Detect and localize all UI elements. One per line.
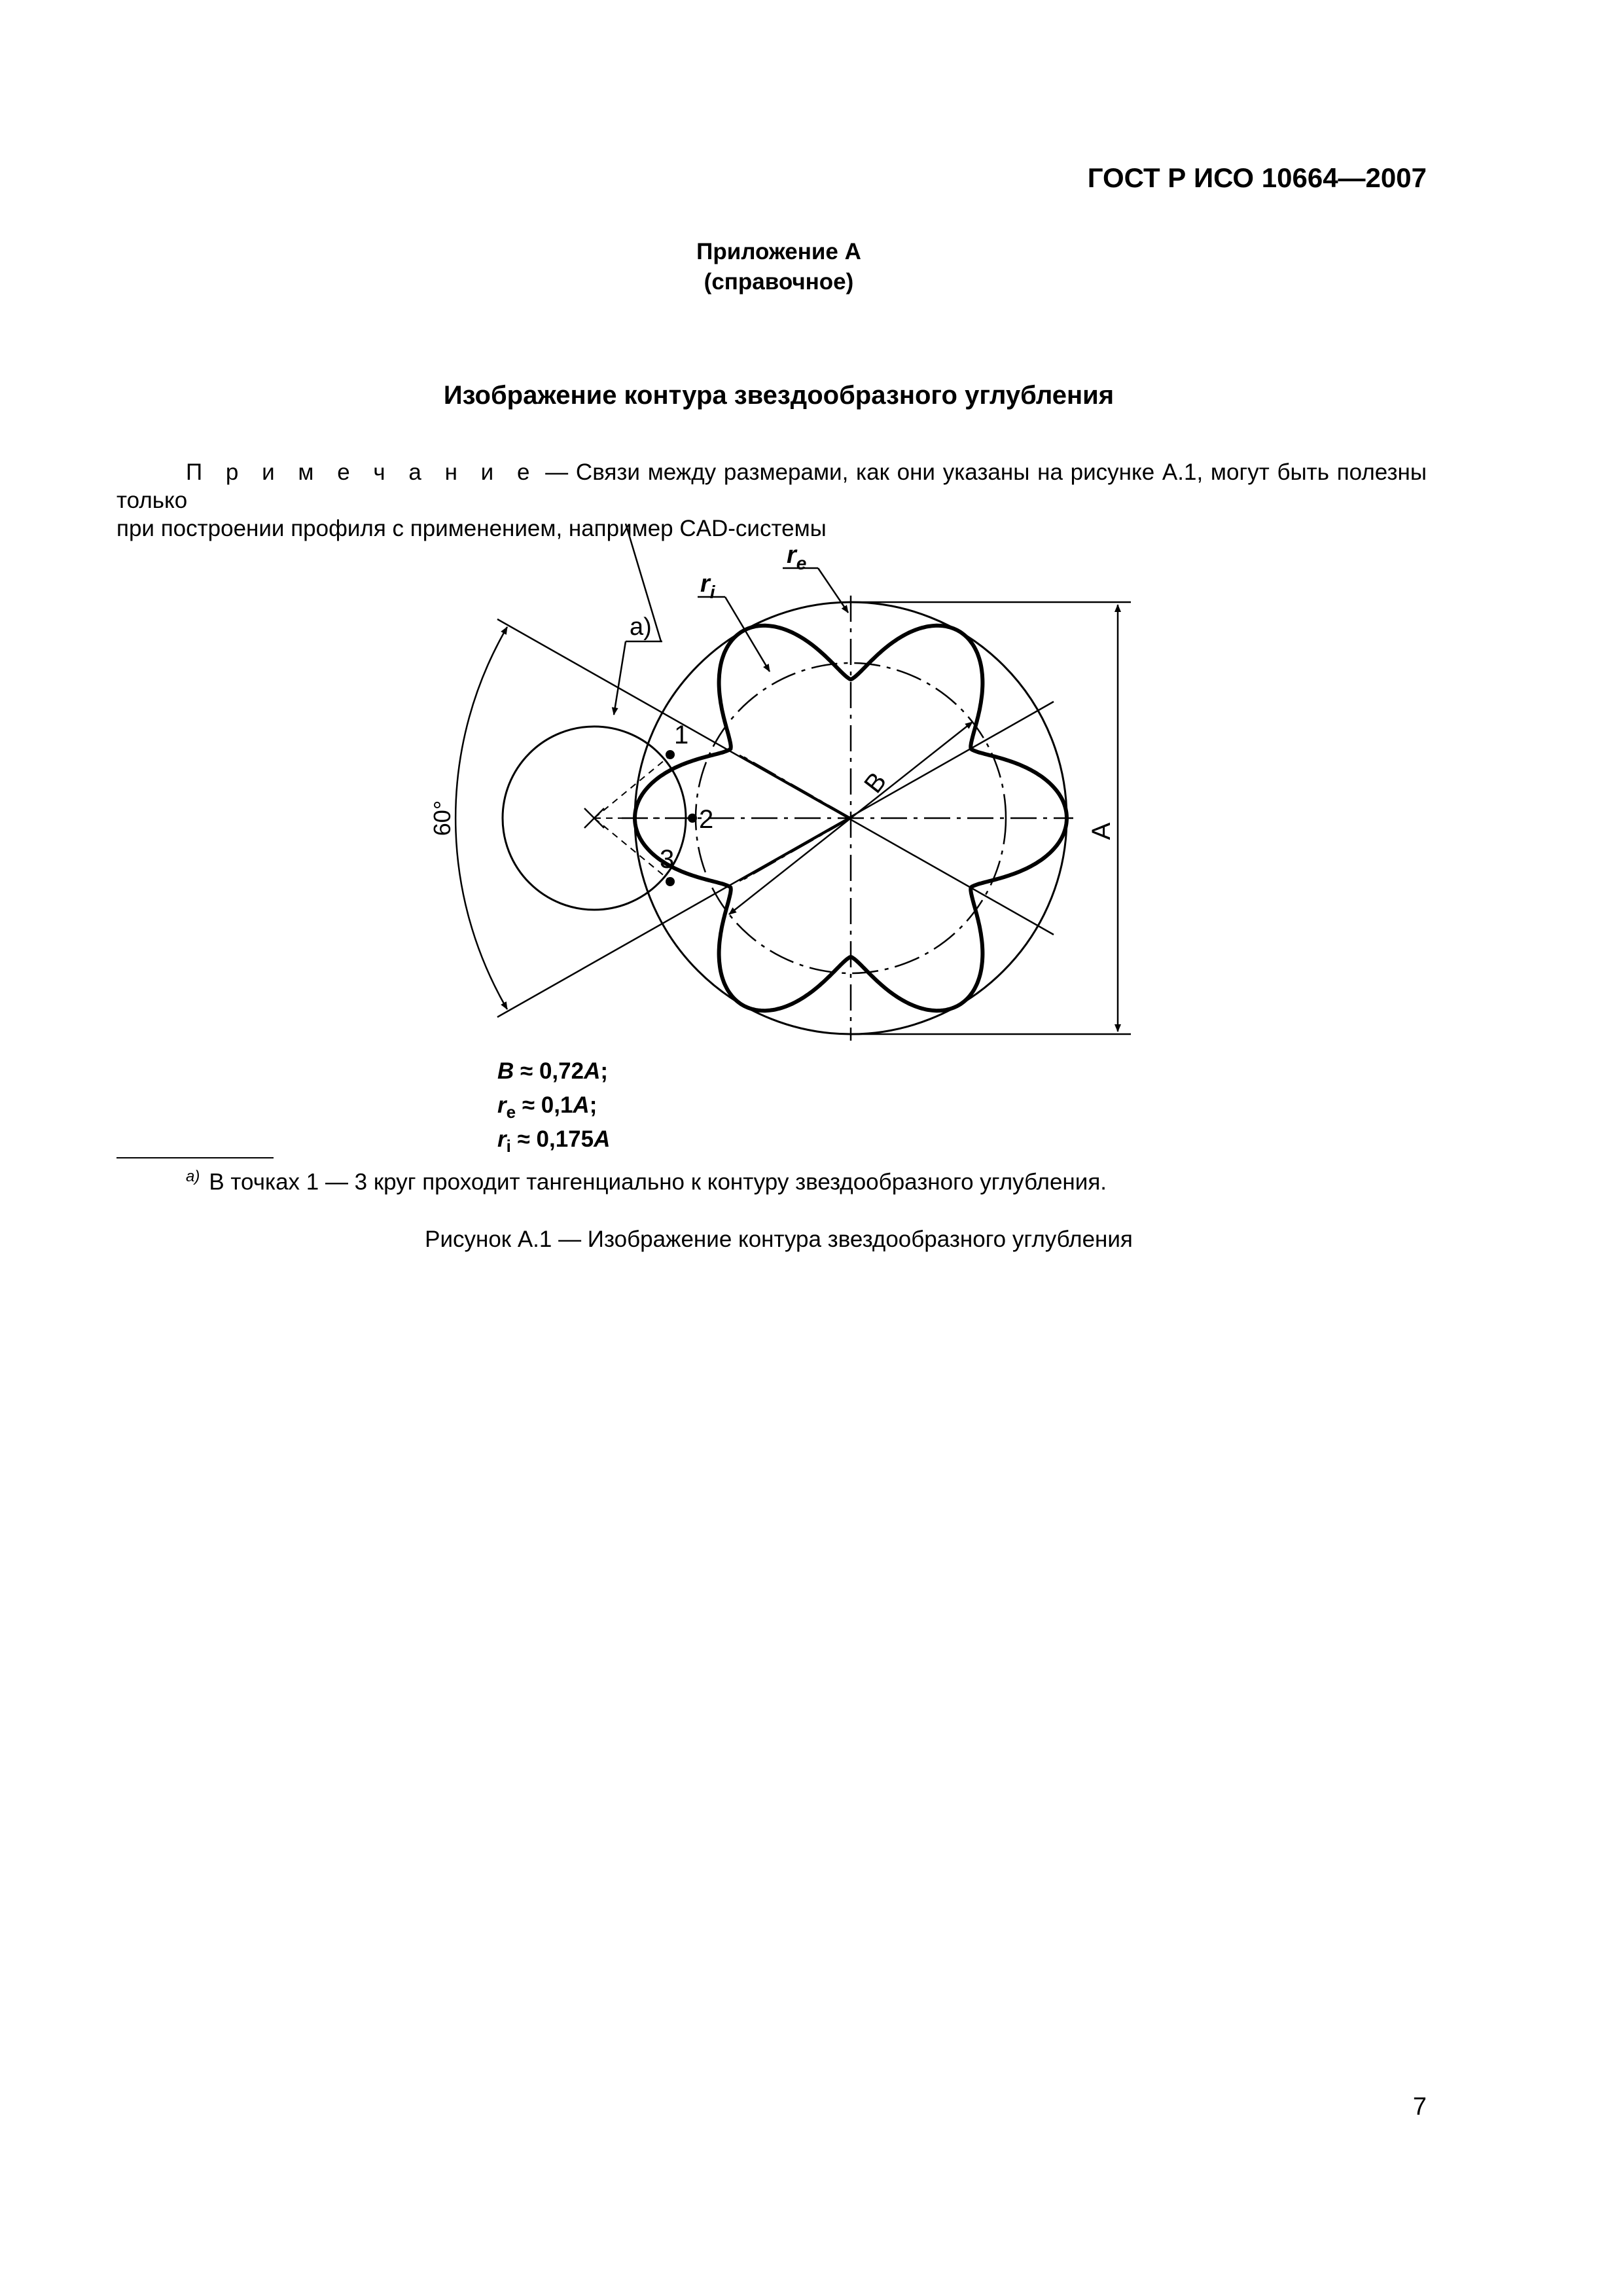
section-title: Изображение контура звездообразного углубления — [443, 381, 1115, 410]
annex-heading — [550, 237, 1008, 297]
formula-list — [497, 1058, 759, 1160]
footnote-separator — [116, 1157, 274, 1158]
formula-re: $r_e \approx 0,1A$; — [497, 1092, 597, 1122]
dimension-a-label: A — [1087, 822, 1116, 840]
note-line-1 — [116, 458, 1427, 514]
formula-b: B ≈ 0,72A; — [497, 1058, 608, 1084]
tangent-point-3 — [666, 877, 675, 886]
angle-arc — [455, 627, 507, 1009]
annex-title: Приложение А — [696, 239, 861, 264]
tangent-construction — [594, 757, 692, 880]
centre-cross — [584, 808, 604, 828]
footnote-text: В точках 1 — 3 круг проходит тангенциально к контуру звездообразного углубления. — [209, 1169, 1107, 1195]
figure-caption: Рисунок А.1 — Изображение контура звездообразного углубления — [425, 1227, 1133, 1252]
page-number: 7 — [1412, 2093, 1427, 2121]
note-label: П р и м е ч а н и е — [186, 459, 538, 485]
leader-ri — [698, 597, 770, 672]
formula-ri: $r_i \approx 0,175A$ — [497, 1126, 611, 1156]
point-1-label: 1 — [674, 721, 689, 749]
star-recess-figure — [0, 524, 1623, 1152]
label-note-a: a) — [630, 613, 652, 641]
label-ri: $r_i$ — [700, 570, 715, 602]
angle-label: 60° — [429, 800, 455, 836]
tangent-point-2 — [688, 814, 697, 823]
note-text-1: — Связи между размерами, как они указаны на рисунке А.1, могут быть полезны только — [116, 459, 1427, 513]
note-text-2: при построении профиля с применением, например CAD-системы — [116, 516, 827, 541]
footnote — [186, 1168, 1364, 1196]
footnote-mark: a) — [186, 1168, 200, 1185]
dimension-b-label: B — [859, 766, 893, 799]
point-2-label: 2 — [699, 805, 714, 834]
label-re: $r_e$ — [787, 541, 807, 573]
annex-type: (справочное) — [704, 269, 854, 295]
point-3-label: 3 — [660, 845, 675, 874]
standard-designation: ГОСТ Р ИСО 10664—2007 — [1087, 162, 1427, 193]
tangent-point-1 — [666, 750, 675, 759]
